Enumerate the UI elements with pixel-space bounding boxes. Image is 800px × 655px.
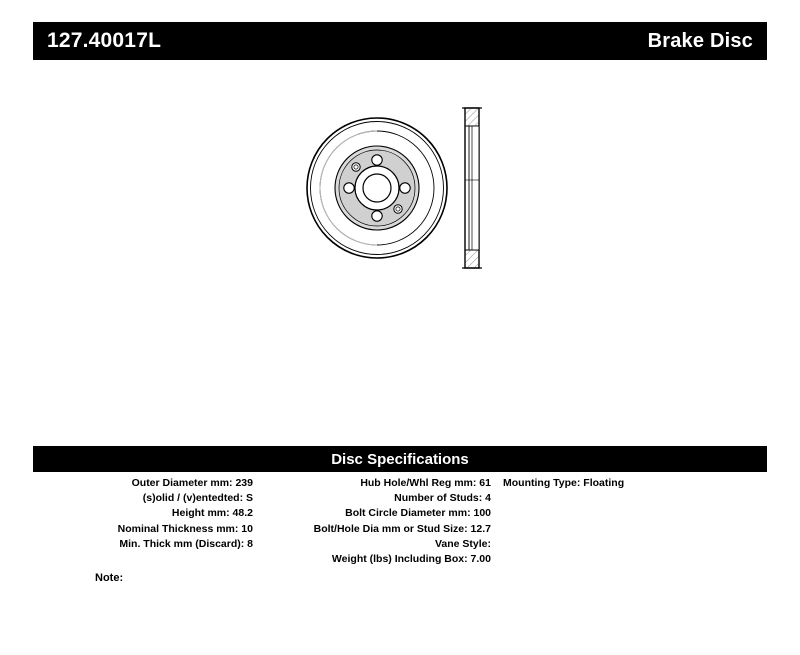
specs-column-middle [265, 476, 491, 567]
spec-vane-style: Vane Style: [434, 537, 491, 550]
spec-mounting-type: Mounting Type: Floating [503, 477, 625, 489]
spec-nominal-thickness: Nominal Thickness mm: 10 [117, 522, 253, 535]
specs-title: Disc Specifications [331, 450, 469, 468]
specs-title-bar [33, 446, 767, 472]
spec-solid-vented: (s)olid / (v)entedted: S [142, 492, 253, 505]
spec-outer-diameter: Outer Diameter mm: 239 [131, 477, 253, 489]
rotor-front-view [307, 118, 447, 258]
spec-weight: Weight (lbs) Including Box: 7.00 [331, 553, 491, 566]
product-type-label: Brake Disc [647, 29, 753, 52]
rotor-side-view [462, 108, 482, 268]
header-bar [33, 22, 767, 60]
rotor-drawing [0, 70, 800, 430]
spec-bolt-hole-dia: Bolt/Hole Dia mm or Stud Size: 12.7 [313, 522, 491, 535]
spec-bolt-circle-diameter: Bolt Circle Diameter mm: 100 [345, 507, 491, 520]
specs-column-left [33, 476, 253, 552]
spec-number-of-studs: Number of Studs: 4 [394, 492, 491, 505]
spec-min-thickness: Min. Thick mm (Discard): 8 [119, 537, 253, 550]
specs-column-right [503, 476, 767, 491]
page-divider [33, 434, 767, 435]
specs-body [33, 476, 767, 596]
spec-hub-hole: Hub Hole/Whl Reg mm: 61 [360, 477, 491, 489]
spec-height: Height mm: 48.2 [171, 507, 253, 520]
note-label: Note: [95, 572, 124, 584]
part-number: 127.40017L [47, 29, 162, 52]
